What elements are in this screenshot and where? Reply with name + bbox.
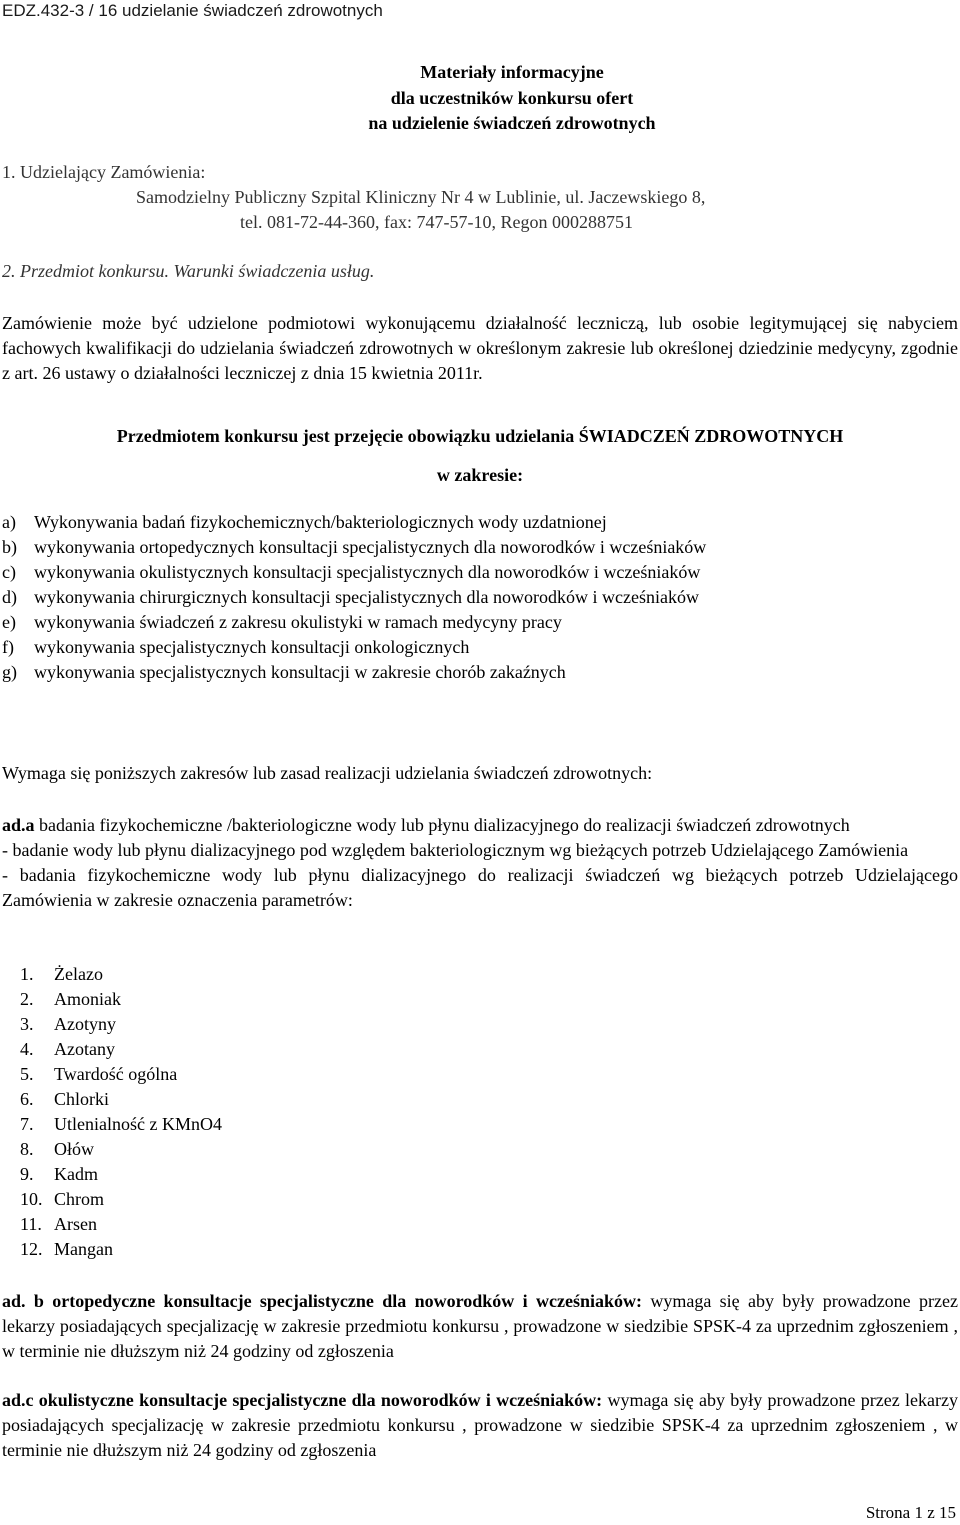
param-number: 5. — [20, 1064, 34, 1084]
param-number: 9. — [20, 1164, 34, 1184]
intro-text: Zamówienie może być udzielone podmiotowi wykonującemu działalność leczniczą, lub osobie legitymującej się nabyciem fachowych kwalifikacji do udzielania świadczeń zdrowotnych w określonym zakresie lub określonej dziedzinie medycyny, zgodnie z art. 26 ustawy o działalności leczniczej z dnia 15 kwietnia 2011r. — [2, 313, 958, 383]
list-item — [2, 610, 958, 635]
ad-a-paragraph — [2, 813, 958, 838]
list-item — [20, 1112, 222, 1137]
param-name: Azotyny — [54, 1014, 116, 1034]
list-text: wykonywania specjalistycznych konsultacji w zakresie chorób zakaźnych — [34, 662, 566, 682]
list-letter: e) — [2, 612, 16, 632]
param-name: Żelazo — [54, 964, 103, 984]
param-name: Mangan — [54, 1239, 113, 1259]
ad-a-physicochemical: - badania fizykochemiczne wody lub płynu dializacyjnego do realizacji świadczeń wg bieżących potrzeb Udzielającego Zamówienia w zakresie oznaczenia parametrów: — [2, 865, 958, 910]
ad-c-paragraph — [2, 1388, 958, 1463]
list-item — [2, 535, 958, 560]
param-name: Chrom — [54, 1189, 105, 1209]
param-number: 4. — [20, 1039, 34, 1059]
list-item — [2, 660, 958, 685]
list-item — [20, 1237, 222, 1262]
parameter-list — [20, 962, 222, 1262]
param-name: Chlorki — [54, 1089, 110, 1109]
list-text: wykonywania ortopedycznych konsultacji specjalistycznych dla noworodków i wcześniaków — [34, 537, 707, 557]
ad-b-paragraph — [2, 1289, 958, 1364]
ad-b-label: ad. b ortopedyczne konsultacje specjalistyczne dla noworodków i wcześniaków: — [2, 1291, 642, 1311]
param-number: 10. — [20, 1189, 43, 1209]
document-title — [0, 60, 960, 137]
list-letter: a) — [2, 512, 16, 532]
ad-a-label: ad.a — [2, 815, 35, 835]
list-item — [20, 1137, 222, 1162]
list-item — [20, 1087, 222, 1112]
param-name: Ołów — [54, 1139, 94, 1159]
list-item — [20, 1162, 222, 1187]
list-item — [20, 1012, 222, 1037]
param-number: 2. — [20, 989, 34, 1009]
ad-c-label: ad.c okulistyczne konsultacje specjalistyczne dla noworodków i wcześniaków: — [2, 1390, 603, 1410]
subject-line-2: w zakresie: — [436, 465, 524, 485]
param-name: Amoniak — [54, 989, 121, 1009]
list-letter: d) — [2, 587, 17, 607]
section-ad-b — [2, 1289, 958, 1364]
list-item — [2, 560, 958, 585]
ad-b-text: wymaga się aby były prowadzone przez lekarzy posiadających specjalizację w zakresie przedmiotu konkursu , prowadzone w siedzibie SPSK-4 za uprzednim zgłoszeniem , w terminie nie dłuższym niż 24 godziny od zgłoszenia — [2, 1291, 958, 1361]
contractor-heading: 1. Udzielający Zamówienia: — [2, 162, 206, 182]
title-line-3: na udzielenie świadczeń zdrowotnych — [368, 113, 656, 133]
scope-list — [2, 510, 958, 685]
title-line-1: Materiały informacyjne — [420, 62, 604, 82]
param-name: Twardość ogólna — [54, 1064, 178, 1084]
document-reference: EDZ.432-3 / 16 udzielanie świadczeń zdrowotnych — [2, 1, 383, 20]
subject-statement — [0, 424, 960, 488]
param-number: 3. — [20, 1014, 34, 1034]
list-text: wykonywania świadczeń z zakresu okulistyki w ramach medycyny pracy — [34, 612, 562, 632]
param-number: 1. — [20, 964, 34, 984]
contractor-address: Samodzielny Publiczny Szpital Kliniczny Nr 4 w Lublinie, ul. Jaczewskiego 8, — [136, 187, 706, 207]
list-item — [20, 1187, 222, 1212]
list-item — [20, 962, 222, 987]
subject-line-1: Przedmiotem konkursu jest przejęcie obowiązku udzielania ŚWIADCZEŃ ZDROWOTNYCH — [116, 426, 844, 446]
section-contractor — [2, 160, 942, 235]
section-ad-a — [2, 813, 958, 913]
param-number: 12. — [20, 1239, 43, 1259]
list-letter: b) — [2, 537, 17, 557]
list-text: wykonywania okulistycznych konsultacji specjalistycznych dla noworodków i wcześniaków — [34, 562, 701, 582]
param-number: 8. — [20, 1139, 34, 1159]
list-item — [2, 635, 958, 660]
list-text: Wykonywania badań fizykochemicznych/bakteriologicznych wody uzdatnionej — [34, 512, 607, 532]
param-name: Kadm — [54, 1164, 98, 1184]
param-number: 6. — [20, 1089, 34, 1109]
ad-a-bacteriological: - badanie wody lub płynu dializacyjnego pod względem bakteriologicznym wg bieżących potrzeb Udzielającego Zamówienia — [2, 840, 909, 860]
list-text: wykonywania specjalistycznych konsultacji onkologicznych — [34, 637, 470, 657]
list-letter: f) — [2, 637, 14, 657]
param-name: Azotany — [54, 1039, 115, 1059]
list-item — [20, 1212, 222, 1237]
list-item — [20, 1062, 222, 1087]
param-number: 11. — [20, 1214, 42, 1234]
section-subject-heading: 2. Przedmiot konkursu. Warunki świadczenia usług. — [2, 261, 375, 281]
param-name: Arsen — [54, 1214, 97, 1234]
list-text: wykonywania chirurgicznych konsultacji specjalistycznych dla noworodków i wcześniaków — [34, 587, 699, 607]
ad-c-text: wymaga się aby były prowadzone przez lekarzy posiadających specjalizację w zakresie przedmiotu konkursu , prowadzone w siedzibie SPSK-4 za uprzednim zgłoszeniem , w terminie nie dłuższym niż 24 godziny od zgłoszenia — [2, 1390, 958, 1460]
list-letter: g) — [2, 662, 17, 682]
list-letter: c) — [2, 562, 16, 582]
list-item — [2, 585, 958, 610]
param-name: Utlenialność z KMnO4 — [54, 1114, 222, 1134]
intro-paragraph — [2, 311, 958, 386]
param-number: 7. — [20, 1114, 34, 1134]
list-item — [20, 987, 222, 1012]
title-line-2: dla uczestników konkursu ofert — [390, 87, 634, 108]
list-item — [20, 1037, 222, 1062]
page-number: Strona 1 z 15 — [865, 1503, 956, 1522]
ad-a-text: badania fizykochemiczne /bakteriologiczne wody lub płynu dializacyjnego do realizacji świadczeń zdrowotnych — [34, 815, 850, 835]
requirements-intro: Wymaga się poniższych zakresów lub zasad realizacji udzielania świadczeń zdrowotnych: — [2, 763, 653, 783]
section-ad-c — [2, 1388, 958, 1463]
contractor-contact: tel. 081-72-44-360, fax: 747-57-10, Regon 000288751 — [240, 212, 633, 232]
list-item — [2, 510, 958, 535]
